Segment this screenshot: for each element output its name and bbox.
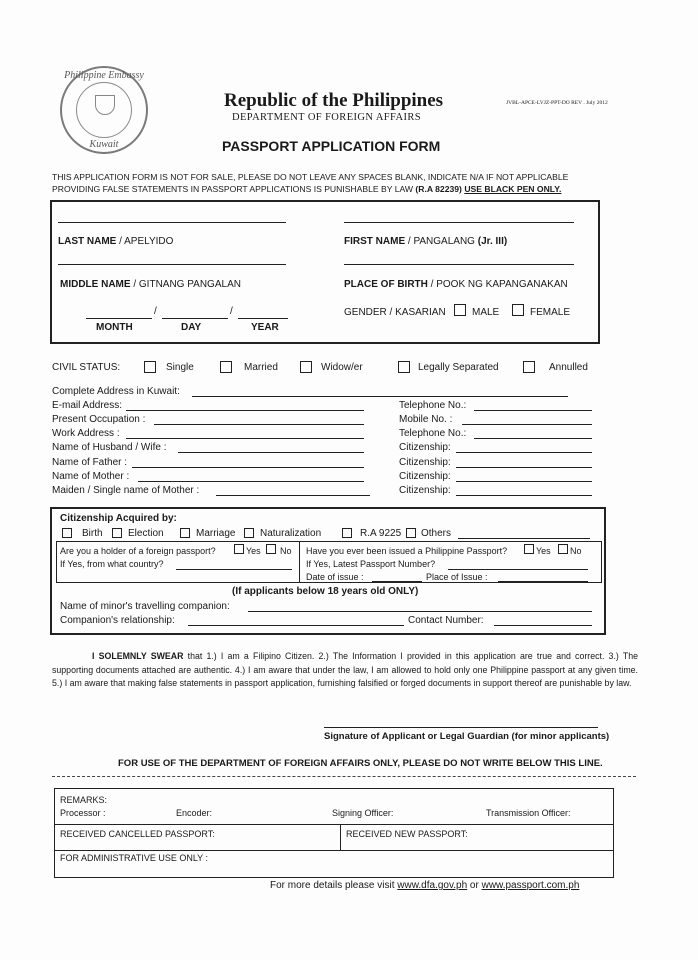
admin-use-label: FOR ADMINISTRATIVE USE ONLY : bbox=[60, 853, 209, 863]
married-label: Married bbox=[244, 362, 278, 373]
husband-wife-line[interactable] bbox=[178, 452, 364, 453]
marriage-label: Marriage bbox=[196, 528, 236, 539]
citizenship-4-line[interactable] bbox=[456, 495, 592, 496]
official-row-divider-1 bbox=[54, 824, 614, 825]
female-checkbox[interactable] bbox=[512, 304, 524, 316]
foreign-no-label: No bbox=[280, 546, 292, 556]
latest-passport-label: If Yes, Latest Passport Number? bbox=[306, 559, 436, 569]
cut-line bbox=[52, 776, 636, 777]
citizenship-title: Citizenship Acquired by: bbox=[60, 513, 177, 524]
widow-label: Widow/er bbox=[321, 362, 363, 373]
signature-line[interactable] bbox=[324, 727, 598, 728]
naturalization-label: Naturalization bbox=[260, 528, 322, 539]
work-address-line[interactable] bbox=[126, 438, 364, 439]
telephone-1-label: Telephone No.: bbox=[399, 400, 467, 411]
received-new-label: RECEIVED NEW PASSPORT: bbox=[346, 829, 468, 839]
father-line[interactable] bbox=[132, 467, 364, 468]
first-name-label bbox=[344, 236, 507, 247]
ph-yes-checkbox[interactable] bbox=[524, 544, 534, 554]
oath-lead: I SOLEMNLY SWEAR bbox=[92, 651, 184, 661]
work-address-label: Work Address : bbox=[52, 428, 120, 439]
latest-passport-line[interactable] bbox=[448, 569, 588, 570]
table-divider bbox=[299, 541, 300, 583]
mobile-label: Mobile No. : bbox=[399, 414, 453, 425]
ra9225-checkbox[interactable] bbox=[342, 528, 352, 538]
mobile-line[interactable] bbox=[462, 424, 592, 425]
last-name-alt: / APELYIDO bbox=[119, 236, 174, 247]
female-label: FEMALE bbox=[530, 307, 571, 318]
husband-wife-label: Name of Husband / Wife : bbox=[52, 442, 167, 453]
last-name-text: LAST NAME bbox=[58, 236, 117, 247]
civil-status-label: CIVIL STATUS: bbox=[52, 362, 121, 373]
gender-label: GENDER / KASARIAN bbox=[344, 307, 446, 318]
relationship-label: Companion's relationship: bbox=[60, 615, 175, 626]
male-checkbox[interactable] bbox=[454, 304, 466, 316]
footer-or: or bbox=[467, 880, 482, 891]
date-issue-line[interactable] bbox=[372, 581, 422, 582]
naturalization-checkbox[interactable] bbox=[244, 528, 254, 538]
last-name-line[interactable] bbox=[58, 222, 286, 223]
seal-inner-ring bbox=[76, 82, 132, 138]
birth-checkbox[interactable] bbox=[62, 528, 72, 538]
birth-label: Birth bbox=[82, 528, 103, 539]
footer-prefix: For more details please visit bbox=[270, 880, 398, 891]
contact-number-label: Contact Number: bbox=[408, 615, 484, 626]
place-issue-line[interactable] bbox=[498, 581, 588, 582]
seal-shield-icon bbox=[95, 95, 115, 115]
oath-text: that 1.) I am a Filipino Citizen. 2.) The Information I provided in this application are true and correct. 3.) The supporting documents attached are authentic. 4.) I am aware that under the law, I am allowed to hold only one Philippine passport at any given time. 5.) I am aware that making false statements in passport application, furnishing falsified or forged documents in support thereof are punishable by law. bbox=[52, 651, 638, 688]
from-country-line[interactable] bbox=[176, 569, 292, 570]
first-name-suffix: (Jr. III) bbox=[477, 236, 508, 247]
election-label: Election bbox=[128, 528, 164, 539]
oath-paragraph bbox=[52, 650, 638, 691]
encoder-label: Encoder: bbox=[176, 808, 213, 818]
minor-companion-label: Name of minor's travelling companion: bbox=[60, 601, 230, 612]
country-title: Republic of the Philippines bbox=[224, 90, 444, 111]
citizenship-3-line[interactable] bbox=[456, 481, 592, 482]
month-label: MONTH bbox=[96, 322, 133, 333]
citizenship-1-label: Citizenship: bbox=[399, 442, 451, 453]
official-col-divider bbox=[340, 824, 341, 850]
last-name-label bbox=[58, 236, 173, 247]
signing-officer-label: Signing Officer: bbox=[332, 808, 394, 818]
male-label: MALE bbox=[472, 307, 500, 318]
received-cancelled-label: RECEIVED CANCELLED PASSPORT: bbox=[60, 829, 215, 839]
mother-line[interactable] bbox=[138, 481, 364, 482]
year-label: YEAR bbox=[251, 322, 279, 333]
warning-line-2 bbox=[52, 184, 561, 194]
department-title: DEPARTMENT OF FOREIGN AFFAIRS bbox=[232, 112, 422, 123]
foreign-yes-checkbox[interactable] bbox=[234, 544, 244, 554]
document-code: JVBL-APCE-LVJZ-PPT-DO REV . July 2012 bbox=[506, 100, 608, 106]
legally-separated-label: Legally Separated bbox=[418, 362, 499, 373]
place-issue-label: Place of Issue : bbox=[426, 572, 488, 582]
footer-text bbox=[270, 880, 579, 891]
single-label: Single bbox=[166, 362, 194, 373]
remarks-label: REMARKS: bbox=[60, 795, 108, 805]
place-of-birth-line[interactable] bbox=[344, 264, 574, 265]
form-title: PASSPORT APPLICATION FORM bbox=[222, 138, 441, 154]
transmission-officer-label: Transmission Officer: bbox=[486, 808, 571, 818]
birth-month-line[interactable] bbox=[86, 318, 152, 319]
from-country-label: If Yes, from what country? bbox=[60, 559, 164, 569]
official-notice: FOR USE OF THE DEPARTMENT OF FOREIGN AFFAIRS ONLY, PLEASE DO NOT WRITE BELOW THIS LINE. bbox=[118, 758, 603, 769]
maiden-name-line[interactable] bbox=[216, 495, 370, 496]
dfa-link[interactable]: www.dfa.gov.ph bbox=[397, 880, 468, 891]
telephone-2-line[interactable] bbox=[474, 438, 592, 439]
birth-day-line[interactable] bbox=[162, 318, 228, 319]
middle-name-label bbox=[60, 279, 241, 290]
others-label: Others bbox=[421, 528, 452, 539]
address-label: Complete Address in Kuwait: bbox=[52, 386, 180, 397]
email-line[interactable] bbox=[126, 410, 364, 411]
middle-name-line[interactable] bbox=[58, 264, 286, 265]
foreign-no-checkbox[interactable] bbox=[266, 544, 276, 554]
occupation-line[interactable] bbox=[154, 424, 364, 425]
middle-name-alt: / GITNANG PANGALAN bbox=[133, 279, 241, 290]
single-checkbox[interactable] bbox=[144, 361, 156, 373]
middle-name-text: MIDDLE NAME bbox=[60, 279, 131, 290]
occupation-label: Present Occupation : bbox=[52, 414, 146, 425]
place-of-birth-label bbox=[344, 279, 568, 290]
minor-companion-line[interactable] bbox=[248, 611, 592, 612]
warning-black-pen: USE BLACK PEN ONLY. bbox=[464, 184, 562, 194]
maiden-name-label: Maiden / Single name of Mother : bbox=[52, 485, 200, 496]
date-separator-1: / bbox=[154, 306, 157, 317]
others-checkbox[interactable] bbox=[406, 528, 416, 538]
mother-label: Name of Mother : bbox=[52, 471, 130, 482]
warning-law: (R.A 82239) bbox=[415, 184, 462, 194]
warning-prefix: PROVIDING FALSE STATEMENTS IN PASSPORT APPLICATIONS IS PUNISHABLE BY LAW bbox=[52, 184, 416, 194]
seal-bottom-text: Kuwait bbox=[89, 139, 119, 150]
widow-checkbox[interactable] bbox=[300, 361, 312, 373]
annulled-label: Annulled bbox=[549, 362, 588, 373]
contact-number-line[interactable] bbox=[494, 625, 592, 626]
election-checkbox[interactable] bbox=[112, 528, 122, 538]
legally-separated-checkbox[interactable] bbox=[398, 361, 410, 373]
foreign-yes-label: Yes bbox=[246, 546, 261, 556]
minor-note: (If applicants below 18 years old ONLY) bbox=[232, 586, 419, 597]
ra9225-label: R.A 9225 bbox=[360, 528, 402, 539]
citizenship-1-line[interactable] bbox=[456, 452, 592, 453]
ph-no-checkbox[interactable] bbox=[558, 544, 568, 554]
first-name-line[interactable] bbox=[344, 222, 574, 223]
father-label: Name of Father : bbox=[52, 457, 128, 468]
warning-line-1: THIS APPLICATION FORM IS NOT FOR SALE, PLEASE DO NOT LEAVE ANY SPACES BLANK, INDICATE N/A IF NOT APPLICABLE bbox=[52, 172, 569, 182]
telephone-2-label: Telephone No.: bbox=[399, 428, 467, 439]
first-name-alt: / PANGALANG bbox=[407, 236, 475, 247]
email-label: E-mail Address: bbox=[52, 400, 123, 411]
citizenship-3-label: Citizenship: bbox=[399, 471, 451, 482]
ph-passport-question: Have you ever been issued a Philippine Passport? bbox=[306, 546, 508, 556]
birth-year-line[interactable] bbox=[238, 318, 288, 319]
official-row-divider-2 bbox=[54, 850, 614, 851]
annulled-checkbox[interactable] bbox=[523, 361, 535, 373]
embassy-seal-icon bbox=[60, 66, 148, 154]
first-name-text: FIRST NAME bbox=[344, 236, 406, 247]
foreign-passport-question: Are you a holder of a foreign passport? bbox=[60, 546, 216, 556]
telephone-1-line[interactable] bbox=[474, 410, 592, 411]
citizenship-2-label: Citizenship: bbox=[399, 457, 451, 468]
processor-label: Processor : bbox=[60, 808, 106, 818]
day-label: DAY bbox=[181, 322, 202, 333]
signature-label: Signature of Applicant or Legal Guardian (for minor applicants) bbox=[324, 731, 610, 742]
date-separator-2: / bbox=[230, 306, 233, 317]
others-line[interactable] bbox=[458, 538, 590, 539]
place-of-birth-alt: / POOK NG KAPANGANAKAN bbox=[430, 279, 568, 290]
passport-link[interactable]: www.passport.com.ph bbox=[481, 880, 580, 891]
citizenship-4-label: Citizenship: bbox=[399, 485, 451, 496]
seal-top-text: Philippine Embassy bbox=[64, 70, 144, 81]
marriage-checkbox[interactable] bbox=[180, 528, 190, 538]
ph-no-label: No bbox=[570, 546, 582, 556]
married-checkbox[interactable] bbox=[220, 361, 232, 373]
place-of-birth-text: PLACE OF BIRTH bbox=[344, 279, 428, 290]
address-line[interactable] bbox=[192, 396, 568, 397]
date-issue-label: Date of issue : bbox=[306, 572, 364, 582]
relationship-line[interactable] bbox=[188, 625, 404, 626]
ph-yes-label: Yes bbox=[536, 546, 551, 556]
citizenship-2-line[interactable] bbox=[456, 467, 592, 468]
